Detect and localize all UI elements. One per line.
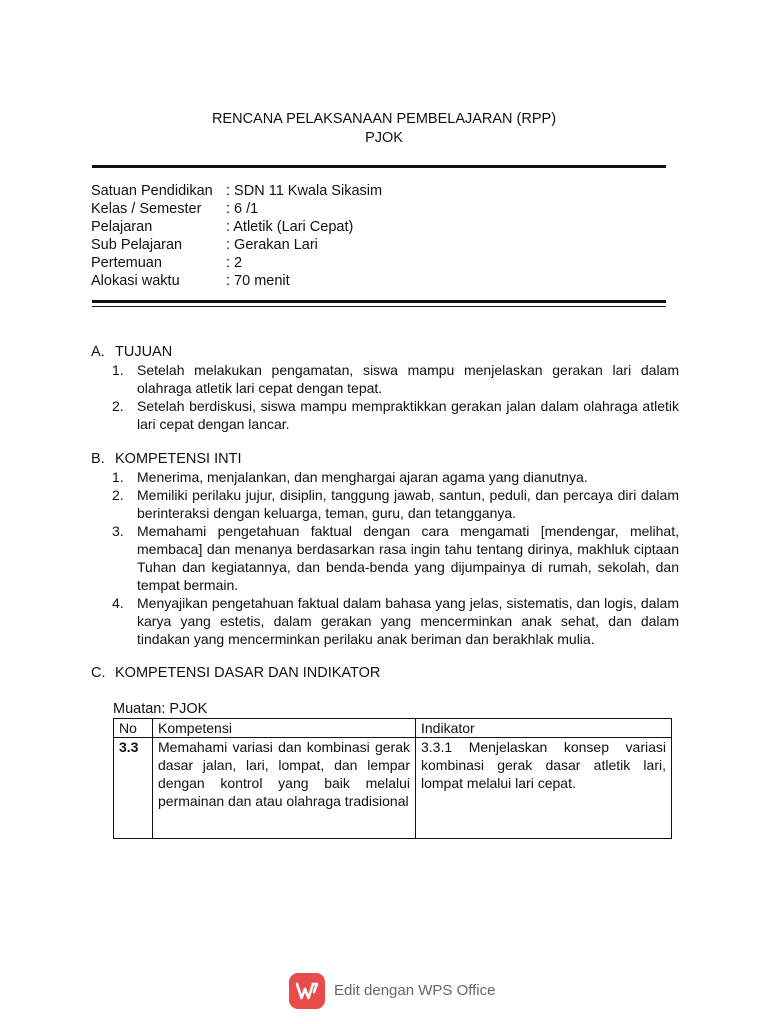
table-cell: 3.3 [114,738,153,839]
table-header-cell: No [114,719,153,738]
section-title: TUJUAN [115,344,173,360]
list-item: 1. Menerima, menjalankan, dan menghargai ajaran agama yang dianutnya. [112,469,588,485]
section-kompetensi-dasar [91,664,679,682]
table-header-row [114,719,672,738]
wps-office-icon [289,973,325,1009]
section-title: KOMPETENSI INTI [115,451,242,467]
list-item: 2. Memiliki perilaku jujur, disiplin, tanggung jawab, santun, peduli, dan percaya diri dalam berinteraksi dengan keluarga, teman, guru, dan tetangganya. [112,487,679,521]
kompetensi-table [113,718,672,839]
identity-value: : 6 /1 [226,201,259,217]
table-cell: Memahami variasi dan kombinasi gerak dasar jalan, lari, lompat, dan lempar dengan kontrol yang baik melalui permainan dan atau olahraga tradisional [153,738,416,839]
table-header-cell: Indikator [416,719,672,738]
section-letter: B. [91,451,105,467]
table-row [114,738,672,839]
identity-label: Sub Pelajaran [91,237,183,253]
identity-value: : Atletik (Lari Cepat) [226,219,354,235]
section-heading [91,343,679,361]
top-divider [92,165,666,168]
identity-label: Kelas / Semester [91,201,202,217]
table-header-cell: Kompetensi [153,719,416,738]
identity-value: : 2 [226,255,243,271]
wps-edit-text: Edit dengan WPS Office [334,982,496,999]
kompetensi-inti-list [91,468,679,648]
section-letter: A. [91,344,105,360]
section-heading [91,450,679,468]
section-title: KOMPETENSI DASAR DAN INDIKATOR [115,665,381,681]
identity-label: Alokasi waktu [91,273,180,289]
section-kompetensi-inti [91,450,679,648]
identity-divider-thick [92,300,666,303]
identity-value: : 70 menit [226,273,290,289]
tujuan-list [91,361,679,433]
identity-label: Satuan Pendidikan [91,183,213,199]
identity-value: : Gerakan Lari [226,237,318,253]
identity-divider-thin [92,306,666,307]
muatan-label: Muatan: PJOK [113,701,208,717]
identity-label: Pertemuan [91,255,162,271]
list-item: 4. Menyajikan pengetahuan faktual dalam bahasa yang jelas, sistematis, dan logis, dalam karya yang estetis, dalam gerakan yang mencerminkan anak sehat, dan dalam tindakan yang mencerminkan perilaku anak beriman dan berakhlak mulia. [112,595,679,647]
identity-value: : SDN 11 Kwala Sikasim [226,183,383,199]
list-item: 1. Setelah melakukan pengamatan, siswa mampu menjelaskan gerakan lari dalam olahraga atletik lari cepat dengan tepat. [112,362,679,396]
section-tujuan [91,343,679,433]
document-subtitle: PJOK [365,130,403,146]
table-cell: 3.3.1 Menjelaskan konsep variasi kombinasi gerak dasar atletik lari, lompat melalui lari cepat. [416,738,672,839]
list-item: 3. Memahami pengetahuan faktual dengan cara mengamati [mendengar, melihat, membaca] dan menanya berdasarkan rasa ingin tahu tentang dirinya, makhluk ciptaan Tuhan dan kegiatannya, dan benda-benda yang dijumpainya di rumah, sekolah, dan tempat bermain. [112,523,679,593]
section-letter: C. [91,665,106,681]
section-heading [91,664,679,682]
list-item: 2. Setelah berdiskusi, siswa mampu mempraktikkan gerakan jalan dalam olahraga atletik lari cepat dengan lancar. [112,398,679,432]
identity-label: Pelajaran [91,219,153,235]
document-title: RENCANA PELAKSANAAN PEMBELAJARAN (RPP) [211,111,557,127]
